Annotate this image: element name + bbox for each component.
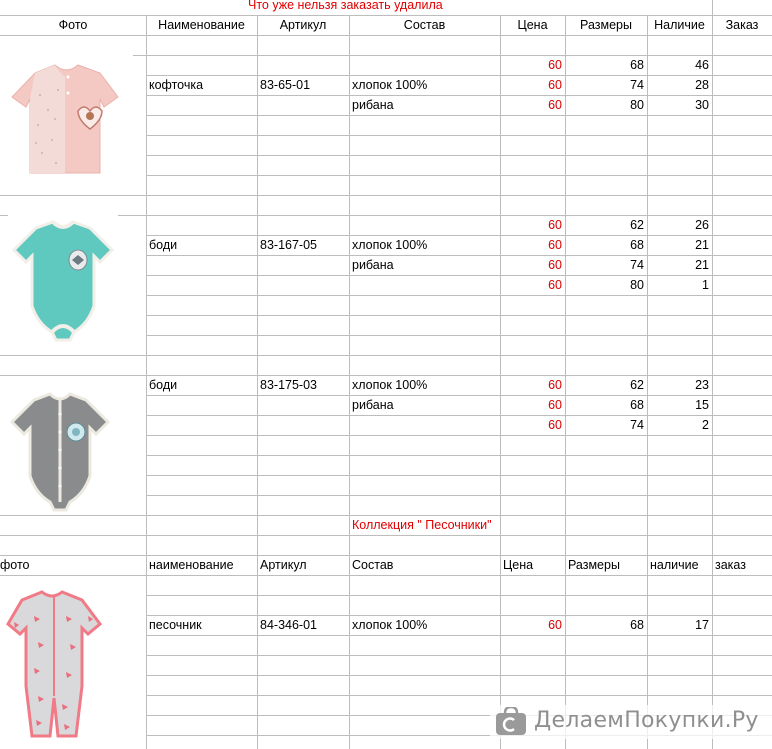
- shirt-photo-icon: [0, 55, 133, 193]
- grid-hline: [0, 355, 146, 356]
- price-cell: 60: [548, 98, 562, 112]
- grid-hline: [146, 675, 772, 676]
- grid-hline: [0, 575, 146, 576]
- grid-hline: [0, 555, 146, 556]
- note-row: [0, 0, 772, 15]
- article-cell: [257, 255, 349, 275]
- shopping-bag-icon: [494, 707, 528, 737]
- product-name-cell: песочник: [149, 618, 202, 632]
- grid-hline: [146, 595, 772, 596]
- stock-cell: 15: [695, 398, 709, 412]
- stock-cell: 1: [702, 278, 709, 292]
- header2-order: заказ: [715, 558, 746, 572]
- size-cell: 74: [630, 78, 644, 92]
- article-cell: [257, 215, 349, 235]
- composition-cell: хлопок 100%: [352, 238, 428, 252]
- product-name-cell: кофточка: [149, 78, 204, 92]
- grid-hline: [0, 515, 146, 516]
- header-stock: Наличие: [654, 18, 705, 32]
- grid-hline: [146, 335, 772, 336]
- header-price: Цена: [517, 18, 548, 32]
- grid-hline: [146, 295, 772, 296]
- price-cell: 60: [548, 238, 562, 252]
- size-cell: 80: [630, 98, 644, 112]
- article-cell: [257, 395, 349, 415]
- header-row: [0, 15, 772, 35]
- size-cell: 68: [630, 58, 644, 72]
- top-note: Что уже нельзя заказать удалила: [248, 0, 443, 12]
- product-name-cell: [146, 255, 257, 275]
- header-article: Артикул: [279, 18, 327, 32]
- grid-hline: [0, 15, 146, 16]
- header-composition: Состав: [403, 18, 446, 32]
- bodysuit-grey-photo-icon: [8, 390, 112, 512]
- grid-hline: [146, 555, 772, 556]
- grid-hline: [146, 575, 772, 576]
- stock-cell: 21: [695, 238, 709, 252]
- grid-hline: [146, 355, 772, 356]
- grid-hline: [146, 175, 772, 176]
- size-cell: 62: [630, 378, 644, 392]
- photo-romper: [0, 586, 110, 746]
- grid-hline: [0, 195, 146, 196]
- product-name-cell: [146, 395, 257, 415]
- product-name-cell: [146, 275, 257, 295]
- grid-vline: [712, 0, 713, 15]
- grid-hline: [146, 115, 772, 116]
- table-row: [0, 395, 772, 415]
- stock-cell: 26: [695, 218, 709, 232]
- collection-title: Коллекция " Песочники": [352, 518, 492, 532]
- price-cell: 60: [548, 398, 562, 412]
- stock-cell: 17: [695, 618, 709, 632]
- grid-vline: [146, 15, 147, 749]
- article-cell: [257, 95, 349, 115]
- product-name-cell: боди: [149, 238, 178, 252]
- grid-hline: [146, 455, 772, 456]
- composition-cell: рибана: [352, 98, 394, 112]
- grid-hline: [146, 15, 772, 16]
- grid-hline: [146, 35, 772, 36]
- grid-hline: [0, 35, 146, 36]
- grid-hline: [146, 695, 772, 696]
- size-cell: 74: [630, 418, 644, 432]
- grid-hline: [146, 635, 772, 636]
- composition-cell: рибана: [352, 258, 394, 272]
- stock-cell: 21: [695, 258, 709, 272]
- grid-hline: [146, 55, 772, 56]
- article-cell: [257, 55, 349, 75]
- composition-cell: хлопок 100%: [352, 618, 428, 632]
- romper-photo-icon: [0, 586, 110, 746]
- grid-hline: [146, 495, 772, 496]
- article-cell: 84-346-01: [260, 618, 317, 632]
- header2-article: Артикул: [260, 558, 307, 572]
- grid-vline: [565, 15, 566, 749]
- product-name-cell: [146, 95, 257, 115]
- watermark-text: ДелаемПокупки.Ру: [534, 708, 759, 733]
- size-cell: 62: [630, 218, 644, 232]
- product-name-cell: боди: [149, 378, 178, 392]
- article-cell: 83-167-05: [260, 238, 317, 252]
- grid-vline: [257, 15, 258, 749]
- article-cell: [257, 415, 349, 435]
- grid-hline: [0, 375, 146, 376]
- price-cell: 60: [548, 58, 562, 72]
- grid-hline: [146, 415, 772, 416]
- article-cell: [257, 275, 349, 295]
- grid-hline: [146, 135, 772, 136]
- grid-hline: [146, 435, 772, 436]
- table-row: [0, 615, 772, 635]
- composition-cell: [349, 415, 500, 435]
- grid-hline: [0, 535, 146, 536]
- grid-vline: [712, 15, 713, 749]
- product-name-cell: [146, 415, 257, 435]
- grid-vline: [500, 15, 501, 749]
- grid-hline: [146, 655, 772, 656]
- grid-hline: [146, 475, 772, 476]
- grid-hline: [146, 275, 772, 276]
- table-row: [0, 415, 772, 435]
- grid-hline: [146, 95, 772, 96]
- product-name-cell: [146, 55, 257, 75]
- stock-cell: 28: [695, 78, 709, 92]
- header-name: Наименование: [158, 18, 245, 32]
- header-sizes: Размеры: [580, 18, 632, 32]
- grid-hline: [146, 155, 772, 156]
- watermark: [490, 705, 772, 739]
- grid-hline: [146, 375, 772, 376]
- grid-hline: [146, 235, 772, 236]
- composition-cell: хлопок 100%: [352, 378, 428, 392]
- price-cell: 60: [548, 378, 562, 392]
- price-cell: 60: [548, 78, 562, 92]
- stock-cell: 23: [695, 378, 709, 392]
- grid-hline: [146, 195, 772, 196]
- stock-cell: 46: [695, 58, 709, 72]
- bodysuit-photo-icon: [8, 214, 118, 344]
- composition-cell: [349, 275, 500, 295]
- grid-hline: [146, 315, 772, 316]
- composition-cell: [349, 55, 500, 75]
- header-photo: Фото: [58, 18, 88, 32]
- price-cell: 60: [548, 618, 562, 632]
- header2-photo: фото: [0, 558, 30, 572]
- header2-composition: Состав: [352, 558, 394, 572]
- grid-hline: [146, 255, 772, 256]
- photo-kofta: [0, 55, 133, 193]
- grid-hline: [146, 515, 772, 516]
- size-cell: 68: [630, 238, 644, 252]
- grid-hline: [146, 535, 772, 536]
- size-cell: 68: [630, 398, 644, 412]
- price-cell: 60: [548, 218, 562, 232]
- grid-hline: [146, 395, 772, 396]
- header2-price: Цена: [503, 558, 534, 572]
- grid-hline: [146, 215, 772, 216]
- composition-cell: хлопок 100%: [352, 78, 428, 92]
- price-cell: 60: [548, 278, 562, 292]
- grid-hline: [146, 75, 772, 76]
- size-cell: 74: [630, 258, 644, 272]
- grid-vline: [349, 15, 350, 749]
- composition-cell: [349, 215, 500, 235]
- size-cell: 68: [630, 618, 644, 632]
- header2-name: наименование: [149, 558, 234, 572]
- collection-row: [0, 515, 772, 535]
- grid-hline: [146, 615, 772, 616]
- price-cell: 60: [548, 418, 562, 432]
- grid-vline: [647, 15, 648, 749]
- header2-stock: наличие: [650, 558, 699, 572]
- article-cell: 83-65-01: [260, 78, 311, 92]
- table-row: [0, 375, 772, 395]
- product-name-cell: [146, 215, 257, 235]
- photo-body-mint: [8, 214, 118, 344]
- header-order: Заказ: [725, 18, 759, 32]
- composition-cell: рибана: [352, 398, 394, 412]
- header-row-2: [0, 555, 772, 575]
- stock-cell: 2: [702, 418, 709, 432]
- photo-body-grey: [8, 390, 112, 512]
- stock-cell: 30: [695, 98, 709, 112]
- article-cell: 83-175-03: [260, 378, 317, 392]
- size-cell: 80: [630, 278, 644, 292]
- price-cell: 60: [548, 258, 562, 272]
- header2-sizes: Размеры: [568, 558, 620, 572]
